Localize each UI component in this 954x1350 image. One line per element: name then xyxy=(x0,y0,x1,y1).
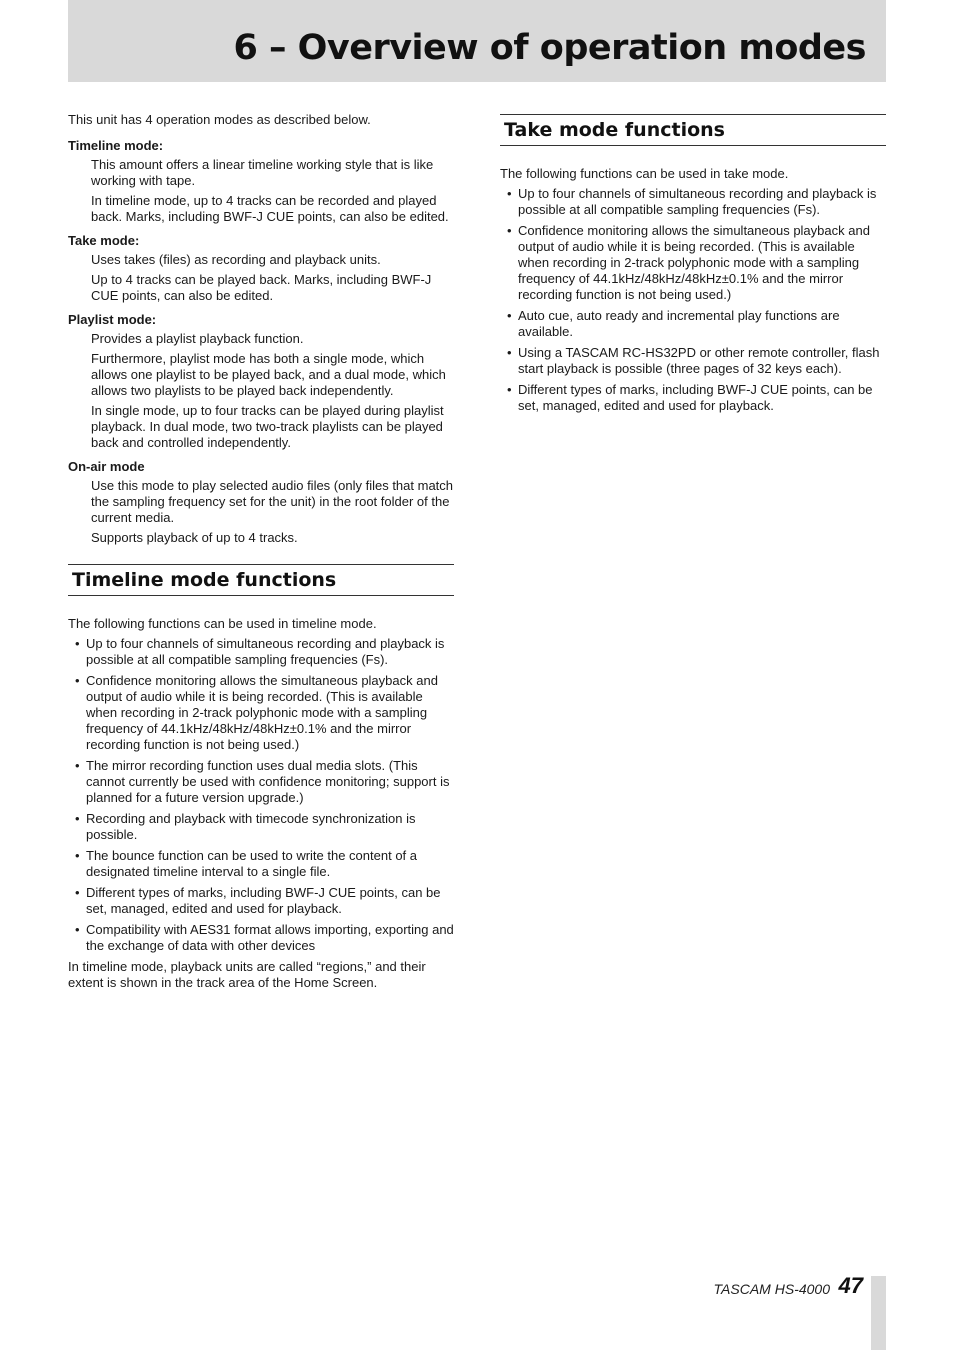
mode-paragraph: Uses takes (files) as recording and playback units. xyxy=(91,252,381,267)
mode-paragraph: Supports playback of up to 4 tracks. xyxy=(91,530,298,545)
section-heading-timeline-functions: Timeline mode functions xyxy=(68,564,454,596)
take-functions-list xyxy=(500,186,886,414)
list-item: • Using a TASCAM RC-HS32PD or other remote controller, flash start playback is possible (three pages of 32 keys each). xyxy=(500,345,886,377)
list-item: • Compatibility with AES31 format allows importing, exporting and the exchange of data with other devices xyxy=(68,922,454,954)
list-item: • The mirror recording function uses dual media slots. (This cannot currently be used with confidence monitoring; support is planned for a future version upgrade.) xyxy=(68,758,454,806)
mode-heading: On-air mode xyxy=(68,459,145,474)
section-intro: The following functions can be used in timeline mode. xyxy=(68,616,377,631)
mode-paragraph: This amount offers a linear timeline working style that is like working with tape. xyxy=(91,157,434,188)
footer-brand: TASCAM HS-4000 xyxy=(713,1281,830,1297)
section-intro: The following functions can be used in take mode. xyxy=(500,166,789,181)
mode-paragraph: Use this mode to play selected audio files (only files that match the sampling frequency set for the unit) in the root folder of the current media. xyxy=(91,478,454,525)
section-heading-take-functions: Take mode functions xyxy=(500,114,886,146)
page-number: 47 xyxy=(838,1273,863,1298)
mode-paragraph: In timeline mode, up to 4 tracks can be recorded and played back. Marks, including BWF-J CUE points, can also be edited. xyxy=(91,193,449,224)
mode-paragraph: Up to 4 tracks can be played back. Marks, including BWF-J CUE points, can also be edited. xyxy=(91,272,432,303)
mode-timeline xyxy=(68,138,454,225)
header-band xyxy=(68,0,886,82)
list-item: • Different types of marks, including BWF-J CUE points, can be set, managed, edited and used for playback. xyxy=(500,382,886,414)
list-item: • Up to four channels of simultaneous recording and playback is possible at all compatible sampling frequencies (Fs). xyxy=(500,186,886,218)
mode-on-air xyxy=(68,459,454,546)
mode-heading: Playlist mode: xyxy=(68,312,157,327)
right-column xyxy=(500,114,886,419)
list-item: • Different types of marks, including BWF-J CUE points, can be set, managed, edited and used for playback. xyxy=(68,885,454,917)
mode-playlist xyxy=(68,312,454,451)
list-item: • Confidence monitoring allows the simultaneous playback and output of audio while it is being recorded. (This is available when recording in 2-track polyphonic mode with a sampling frequency of 44.1kHz/48kHz/48kHz±0.1% and the mirror recording function is not being used.) xyxy=(68,673,454,753)
list-item: • Up to four channels of simultaneous recording and playback is possible at all compatible sampling frequencies (Fs). xyxy=(68,636,454,668)
left-column xyxy=(68,112,454,991)
intro-text: This unit has 4 operation modes as described below. xyxy=(68,112,371,127)
list-item: • Recording and playback with timecode synchronization is possible. xyxy=(68,811,454,843)
list-item: • Confidence monitoring allows the simultaneous playback and output of audio while it is being recorded. (This is available when recording in 2-track polyphonic mode with a sampling frequency of 44.1kHz/48kHz/48kHz±0.1% and the mirror recording function is not being used.) xyxy=(500,223,886,303)
section-outro: In timeline mode, playback units are called “regions,” and their extent is shown in the track area of the Home Screen. xyxy=(68,959,426,990)
mode-take xyxy=(68,233,454,304)
timeline-functions-list xyxy=(68,636,454,954)
mode-heading: Timeline mode: xyxy=(68,138,164,153)
footer-tab-bar xyxy=(871,1276,886,1350)
mode-paragraph: Furthermore, playlist mode has both a single mode, which allows one playlist to be played back, and a dual mode, which allows two playlists to be played back independently. xyxy=(91,351,446,398)
page-title: 6 – Overview of operation modes xyxy=(233,28,866,68)
list-item: • Auto cue, auto ready and incremental play functions are available. xyxy=(500,308,886,340)
mode-paragraph: Provides a playlist playback function. xyxy=(91,331,304,346)
mode-heading: Take mode: xyxy=(68,233,140,248)
list-item: • The bounce function can be used to write the content of a designated timeline interval to a single file. xyxy=(68,848,454,880)
mode-paragraph: In single mode, up to four tracks can be played during playlist playback. In dual mode, two two-track playlists can be played back and controlled independently. xyxy=(91,403,444,450)
